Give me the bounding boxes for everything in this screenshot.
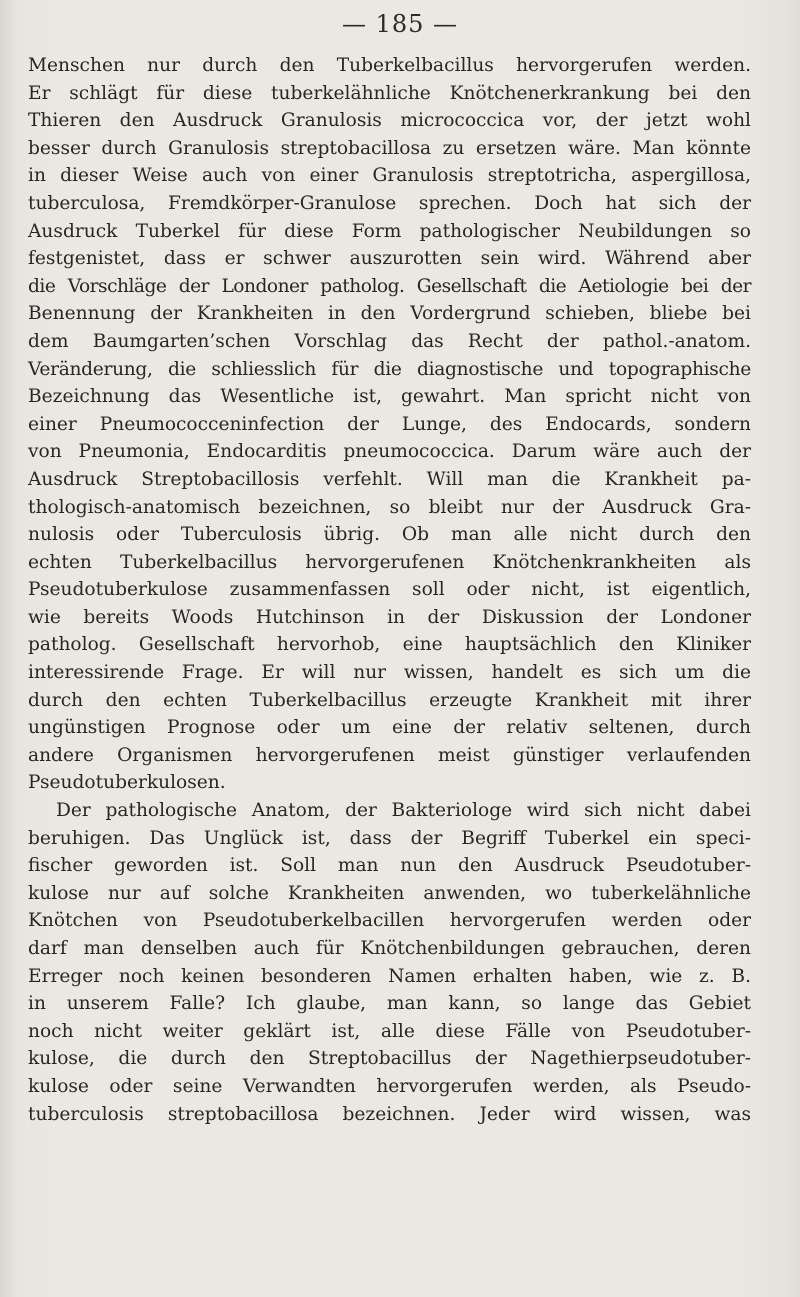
text-line: andere Organismen hervorgerufenen meist günstiger verlaufenden xyxy=(28,744,751,766)
text-line: nulosis oder Tuberculosis übrig. Ob man alle nicht durch den xyxy=(28,524,751,546)
text-line: echten Tuberkelbacillus hervorgerufenen Knötchenkrankheiten als xyxy=(28,551,751,573)
text-line: einer Pneumococceninfection der Lunge, des Endocards, sondern xyxy=(28,413,751,435)
text-line: kulose nur auf solche Krankheiten anwenden, wo tuberkelähnliche xyxy=(28,882,751,904)
text-line: Pseudotuberkulosen. xyxy=(28,772,226,794)
text-line: die Vorschläge der Londoner patholog. Gesellschaft die Aetiologie bei der xyxy=(28,275,751,297)
text-line: noch nicht weiter geklärt ist, alle diese Fälle von Pseudotuber- xyxy=(28,1020,751,1042)
text-line: dem Baumgarten’schen Vorschlag das Recht der pathol.-anatom. xyxy=(28,330,751,352)
text-line: Der pathologische Anatom, der Bakteriologe wird sich nicht dabei xyxy=(56,800,751,822)
text-line: ungünstigen Prognose oder um eine der relativ seltenen, durch xyxy=(28,717,751,739)
paragraph-1 xyxy=(28,52,751,797)
text-line: Ausdruck Streptobacillosis verfehlt. Will man die Krankheit pa- xyxy=(28,468,751,490)
text-line: in dieser Weise auch von einer Granulosis streptotricha, aspergillosa, xyxy=(28,165,751,187)
text-line: Pseudotuberkulose zusammenfassen soll oder nicht, ist eigentlich, xyxy=(28,579,751,601)
text-line: beruhigen. Das Unglück ist, dass der Begriff Tuberkel ein speci- xyxy=(28,827,751,849)
text-line: thologisch-anatomisch bezeichnen, so bleibt nur der Ausdruck Gra- xyxy=(28,496,751,518)
text-line: tuberculosis streptobacillosa bezeichnen. Jeder wird wissen, was xyxy=(28,1103,751,1125)
text-line: Thieren den Ausdruck Granulosis micrococcica vor, der jetzt wohl xyxy=(28,110,751,132)
text-line: besser durch Granulosis streptobacillosa zu ersetzen wäre. Man könnte xyxy=(28,137,751,159)
text-line: durch den echten Tuberkelbacillus erzeugte Krankheit mit ihrer xyxy=(28,689,751,711)
text-line: Erreger noch keinen besonderen Namen erhalten haben, wie z. B. xyxy=(28,965,751,987)
text-line: Menschen nur durch den Tuberkelbacillus hervorgerufen werden. xyxy=(28,55,751,76)
page-number-header: — 185 — xyxy=(341,10,459,38)
body-text xyxy=(28,52,751,1128)
text-line: fischer geworden ist. Soll man nun den Ausdruck Pseudotuber- xyxy=(28,855,751,877)
text-line: in unserem Falle? Ich glaube, man kann, so lange das Gebiet xyxy=(28,993,751,1015)
text-line: von Pneumonia, Endocarditis pneumococcica. Darum wäre auch der xyxy=(28,441,751,463)
text-line: Bezeichnung das Wesentliche ist, gewahrt. Man spricht nicht von xyxy=(28,386,751,408)
text-line: interessirende Frage. Er will nur wissen, handelt es sich um die xyxy=(28,662,751,684)
text-line: Ausdruck Tuberkel für diese Form pathologischer Neubildungen so xyxy=(28,220,751,242)
text-line: kulose, die durch den Streptobacillus der Nagethierpseudotuber- xyxy=(28,1048,751,1070)
text-line: Er schlägt für diese tuberkelähnliche Knötchenerkrankung bei den xyxy=(28,82,751,104)
text-line: Knötchen von Pseudotuberkelbacillen hervorgerufen werden oder xyxy=(28,910,751,932)
text-line: wie bereits Woods Hutchinson in der Diskussion der Londoner xyxy=(28,606,751,628)
text-line: festgenistet, dass er schwer auszurotten sein wird. Während aber xyxy=(28,248,751,270)
text-line: Benennung der Krankheiten in den Vordergrund schieben, bliebe bei xyxy=(28,303,751,325)
text-line: kulose oder seine Verwandten hervorgerufen werden, als Pseudo- xyxy=(28,1075,751,1097)
text-line: Veränderung, die schliesslich für die diagnostische und topographische xyxy=(28,358,751,380)
text-line: tuberculosa, Fremdkörper-Granulose sprechen. Doch hat sich der xyxy=(28,192,751,214)
paragraph-2 xyxy=(28,797,751,1128)
text-line: patholog. Gesellschaft hervorhob, eine hauptsächlich den Kliniker xyxy=(28,634,751,656)
text-line: darf man denselben auch für Knötchenbildungen gebrauchen, deren xyxy=(28,938,751,959)
